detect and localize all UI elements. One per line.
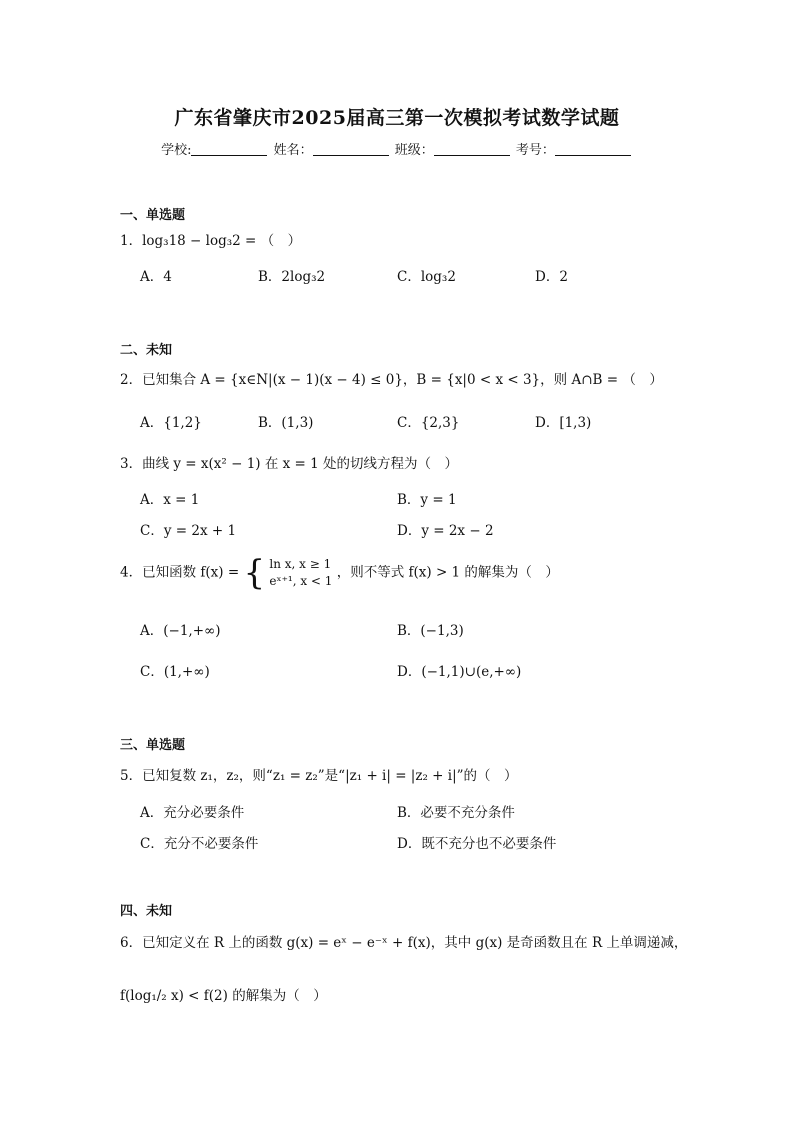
name-label: 姓名： xyxy=(273,143,313,158)
class-blank[interactable] xyxy=(434,142,510,156)
question-4-option-c[interactable]: C．(1,+∞) xyxy=(140,664,210,680)
question-1-option-a[interactable]: A．4 xyxy=(140,269,172,285)
exam-number-label: 考号： xyxy=(515,143,555,158)
question-3-option-d[interactable]: D．y = 2x − 2 xyxy=(397,523,494,539)
exam-number-blank[interactable] xyxy=(555,142,631,156)
question-2-option-b[interactable]: B．(1,3) xyxy=(258,415,314,431)
piecewise-case-1: ln x, x ≥ 1 xyxy=(269,557,332,571)
question-4-stem xyxy=(120,553,559,593)
question-5-stem: 5．已知复数 z₁，z₂，则“z₁ = z₂”是“|z₁ + i| = |z₂ + i|”的（ ） xyxy=(120,768,518,784)
question-4-option-d[interactable]: D．(−1,1)∪(e,+∞) xyxy=(397,664,522,680)
question-1-option-c[interactable]: C．log₃2 xyxy=(397,269,456,285)
question-4-stem-suffix: ，则不等式 f(x) > 1 的解集为（ ） xyxy=(336,564,559,581)
name-blank[interactable] xyxy=(313,142,389,156)
section-heading-2: 二、未知 xyxy=(120,343,173,358)
question-5-option-b[interactable]: B．必要不充分条件 xyxy=(397,805,515,821)
school-blank[interactable] xyxy=(191,142,267,156)
section-heading-3: 三、单选题 xyxy=(120,738,186,753)
question-3-option-c[interactable]: C．y = 2x + 1 xyxy=(140,523,237,539)
left-brace-icon: { xyxy=(243,553,266,593)
question-5-option-d[interactable]: D．既不充分也不必要条件 xyxy=(397,836,557,852)
section-heading-4: 四、未知 xyxy=(120,904,173,919)
question-6-stem-line-1: 6．已知定义在 R 上的函数 g(x) = eˣ − e⁻ˣ + f(x)，其中 g(x) 是奇函数且在 R 上单调递减， xyxy=(120,935,688,951)
question-3-option-a[interactable]: A．x = 1 xyxy=(140,492,200,508)
class-label: 班级： xyxy=(394,143,434,158)
piecewise-case-2: eˣ⁺¹, x < 1 xyxy=(269,574,333,588)
question-1-option-b[interactable]: B．2log₃2 xyxy=(258,269,326,285)
question-6-stem-line-2: f(log₁/₂ x) < f(2) 的解集为（ ） xyxy=(120,988,327,1004)
student-info-line xyxy=(0,139,794,158)
school-label: 学校: xyxy=(161,143,192,158)
section-heading-1: 一、单选题 xyxy=(120,208,186,223)
question-2-option-c[interactable]: C．{2,3} xyxy=(397,415,460,431)
page-title: 广东省肇庆市2025届高三第一次模拟考试数学试题 xyxy=(174,107,620,129)
question-1-stem: 1．log₃18 − log₃2 = （ ） xyxy=(120,233,302,249)
question-3-option-b[interactable]: B．y = 1 xyxy=(397,492,457,508)
question-5-option-c[interactable]: C．充分不必要条件 xyxy=(140,836,259,852)
question-2-option-d[interactable]: D．[1,3) xyxy=(535,415,592,431)
question-3-stem: 3．曲线 y = x(x² − 1) 在 x = 1 处的切线方程为（ ） xyxy=(120,456,459,472)
piecewise-definition xyxy=(243,553,333,593)
question-4-option-b[interactable]: B．(−1,3) xyxy=(397,623,464,639)
question-2-stem: 2．已知集合 A = {x∈N|(x − 1)(x − 4) ≤ 0}，B = {x|0 < x < 3}，则 A∩B = （ ） xyxy=(120,372,663,388)
question-4-stem-prefix: 4．已知函数 f(x) = xyxy=(120,564,240,581)
question-4-option-a[interactable]: A．(−1,+∞) xyxy=(140,623,221,639)
question-1-option-d[interactable]: D．2 xyxy=(535,269,568,285)
question-2-option-a[interactable]: A．{1,2} xyxy=(140,415,202,431)
question-5-option-a[interactable]: A．充分必要条件 xyxy=(140,805,245,821)
